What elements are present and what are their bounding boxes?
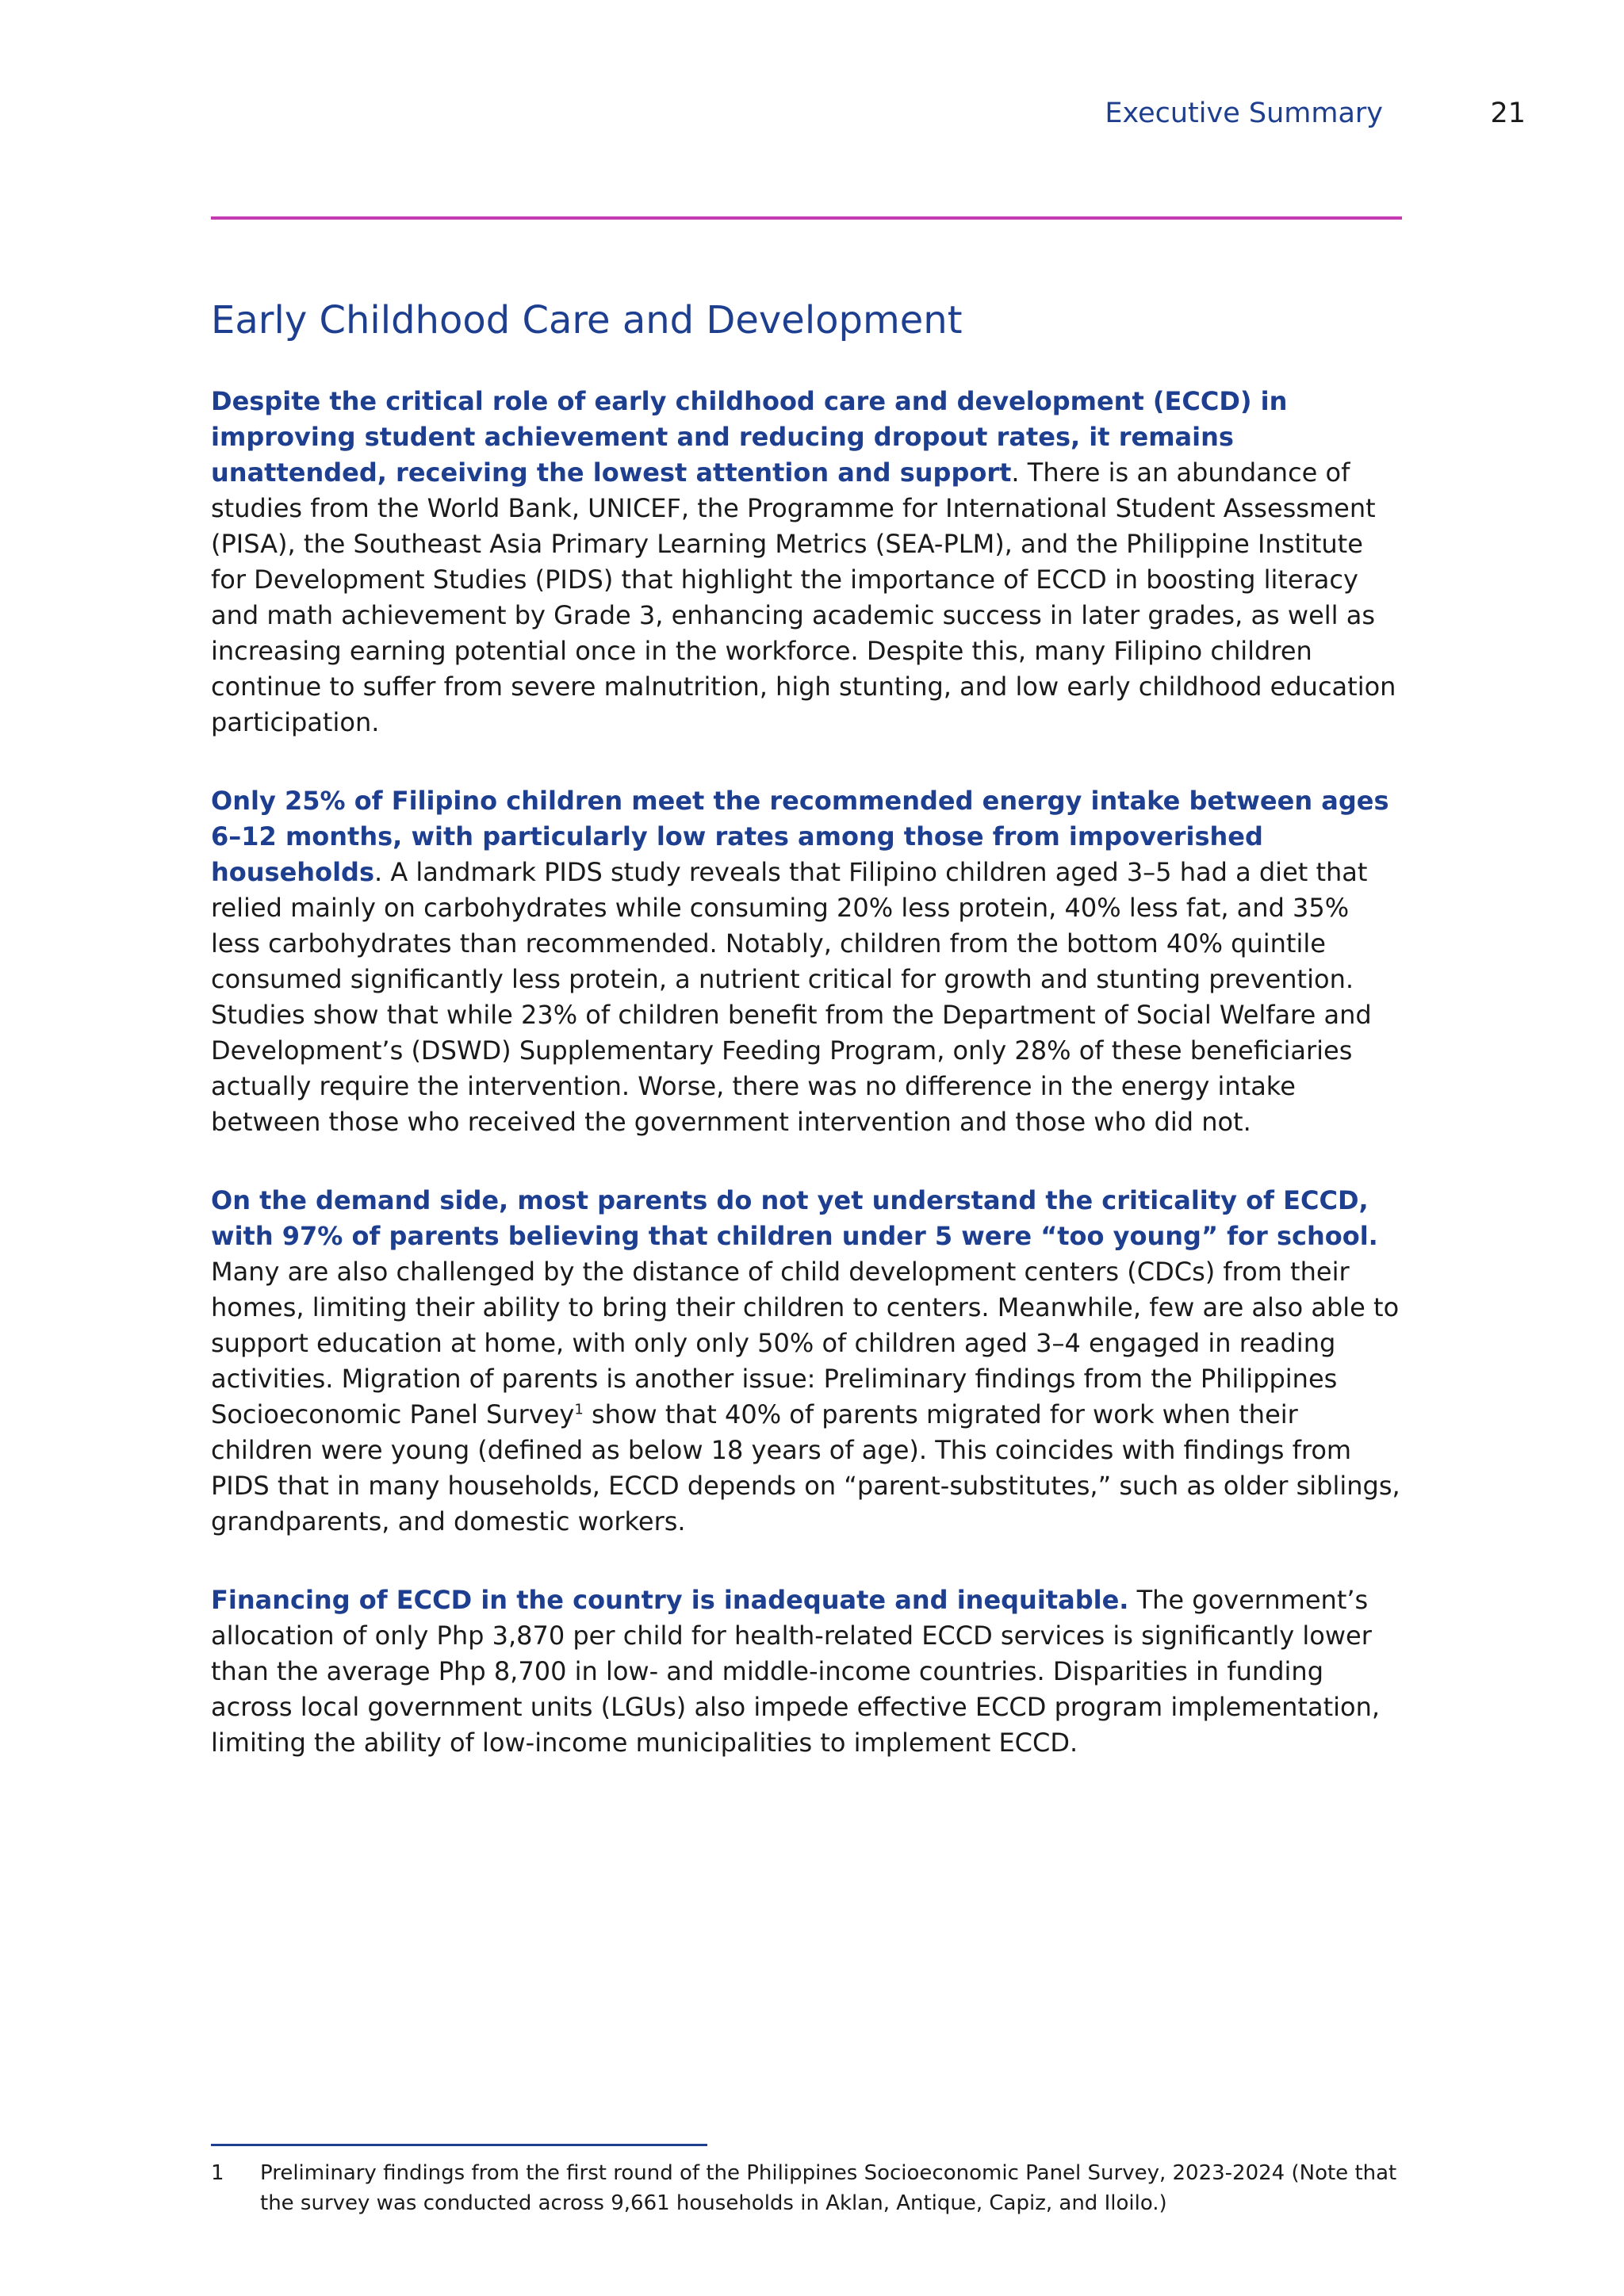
paragraph-lead: Financing of ECCD in the country is inadequate and inequitable.	[211, 1585, 1129, 1615]
footnote-number: 1	[211, 2161, 224, 2185]
running-header	[1031, 94, 1526, 133]
paragraph-body: The government’s allocation of only Php 3,870 per child for health-related ECCD services is significantly lower than the average Php 8,700 in low- and middle-income countries. Disparities in funding across local government units (LGUs) also impede effective ECCD program implementation, limiting the ability of low-income municipalities to implement ECCD.	[211, 1585, 1381, 1758]
paragraph-body: Many are also challenged by the distance of child development centers (CDCs) from their homes, limiting their ability to bring their children to centers. Meanwhile, few are also able to support education at home, with only only 50% of children aged 3–4 engaged in reading activities. Migration of parents is another issue: Preliminary findings from the Philippines Socioeconomic Panel Survey	[211, 1257, 1400, 1429]
header-divider	[211, 216, 1402, 220]
footnote-divider	[211, 2144, 707, 2146]
paragraph-lead: Only 25% of Filipino children meet the recommended energy intake between ages 6–12 months, with particularly low rates among those from impoverished households	[211, 786, 1389, 887]
running-header-section-name: Executive Summary	[1105, 98, 1383, 129]
paragraph-financing	[211, 1582, 1400, 1761]
main-content	[211, 295, 1400, 1804]
footnote-marker: 1	[574, 1401, 584, 1418]
paragraph-lead: Despite the critical role of early childhood care and development (ECCD) in improving student achievement and reducing dropout rates, it remains unattended, receiving the lowest attention and support	[211, 386, 1288, 488]
paragraph-lead: On the demand side, most parents do not yet understand the criticality of ECCD, with 97% of parents believing that children under 5 were “too young” for school.	[211, 1185, 1378, 1251]
paragraph-eccd-role	[211, 384, 1400, 740]
paragraph-body-continued: show that 40% of parents migrated for work when their children were young (defined as below 18 years of age). This coincides with findings from PIDS that in many households, ECCD depends on “parent-substitutes,” such as older siblings, grandparents, and domestic workers.	[211, 1399, 1400, 1536]
section-title: Early Childhood Care and Development	[211, 298, 963, 342]
footnote-text: Preliminary findings from the first round of the Philippines Socioeconomic Panel Survey, 2023-2024 (Note that the survey was conducted across 9,661 households in Aklan, Antique, Capiz, and Iloilo.)	[260, 2161, 1397, 2215]
paragraph-demand-side	[211, 1183, 1400, 1540]
paragraph-body: . There is an abundance of studies from the World Bank, UNICEF, the Programme for International Student Assessment (PISA), the Southeast Asia Primary Learning Metrics (SEA-PLM), and the Philippine Institute for Development Studies (PIDS) that highlight the importance of ECCD in boosting literacy and math achievement by Grade 3, enhancing academic success in later grades, as well as increasing earning potential once in the workforce. Despite this, many Filipino children continue to suffer from severe malnutrition, high stunting, and low early childhood education participation.	[211, 457, 1396, 737]
paragraph-nutrition	[211, 783, 1400, 1140]
paragraph-body: . A landmark PIDS study reveals that Filipino children aged 3–5 had a diet that relied mainly on carbohydrates while consuming 20% less protein, 40% less fat, and 35% less carbohydrates than recommended. Notably, children from the bottom 40% quintile consumed significantly less protein, a nutrient critical for growth and stunting prevention. Studies show that while 23% of children benefit from the Department of Social Welfare and Development’s (DSWD) Supplementary Feeding Program, only 28% of these beneficiaries actually require the intervention. Worse, there was no difference in the energy intake between those who received the government intervention and those who did not.	[211, 857, 1372, 1137]
footnote	[211, 2158, 1400, 2218]
page-number: 21	[1490, 98, 1526, 129]
